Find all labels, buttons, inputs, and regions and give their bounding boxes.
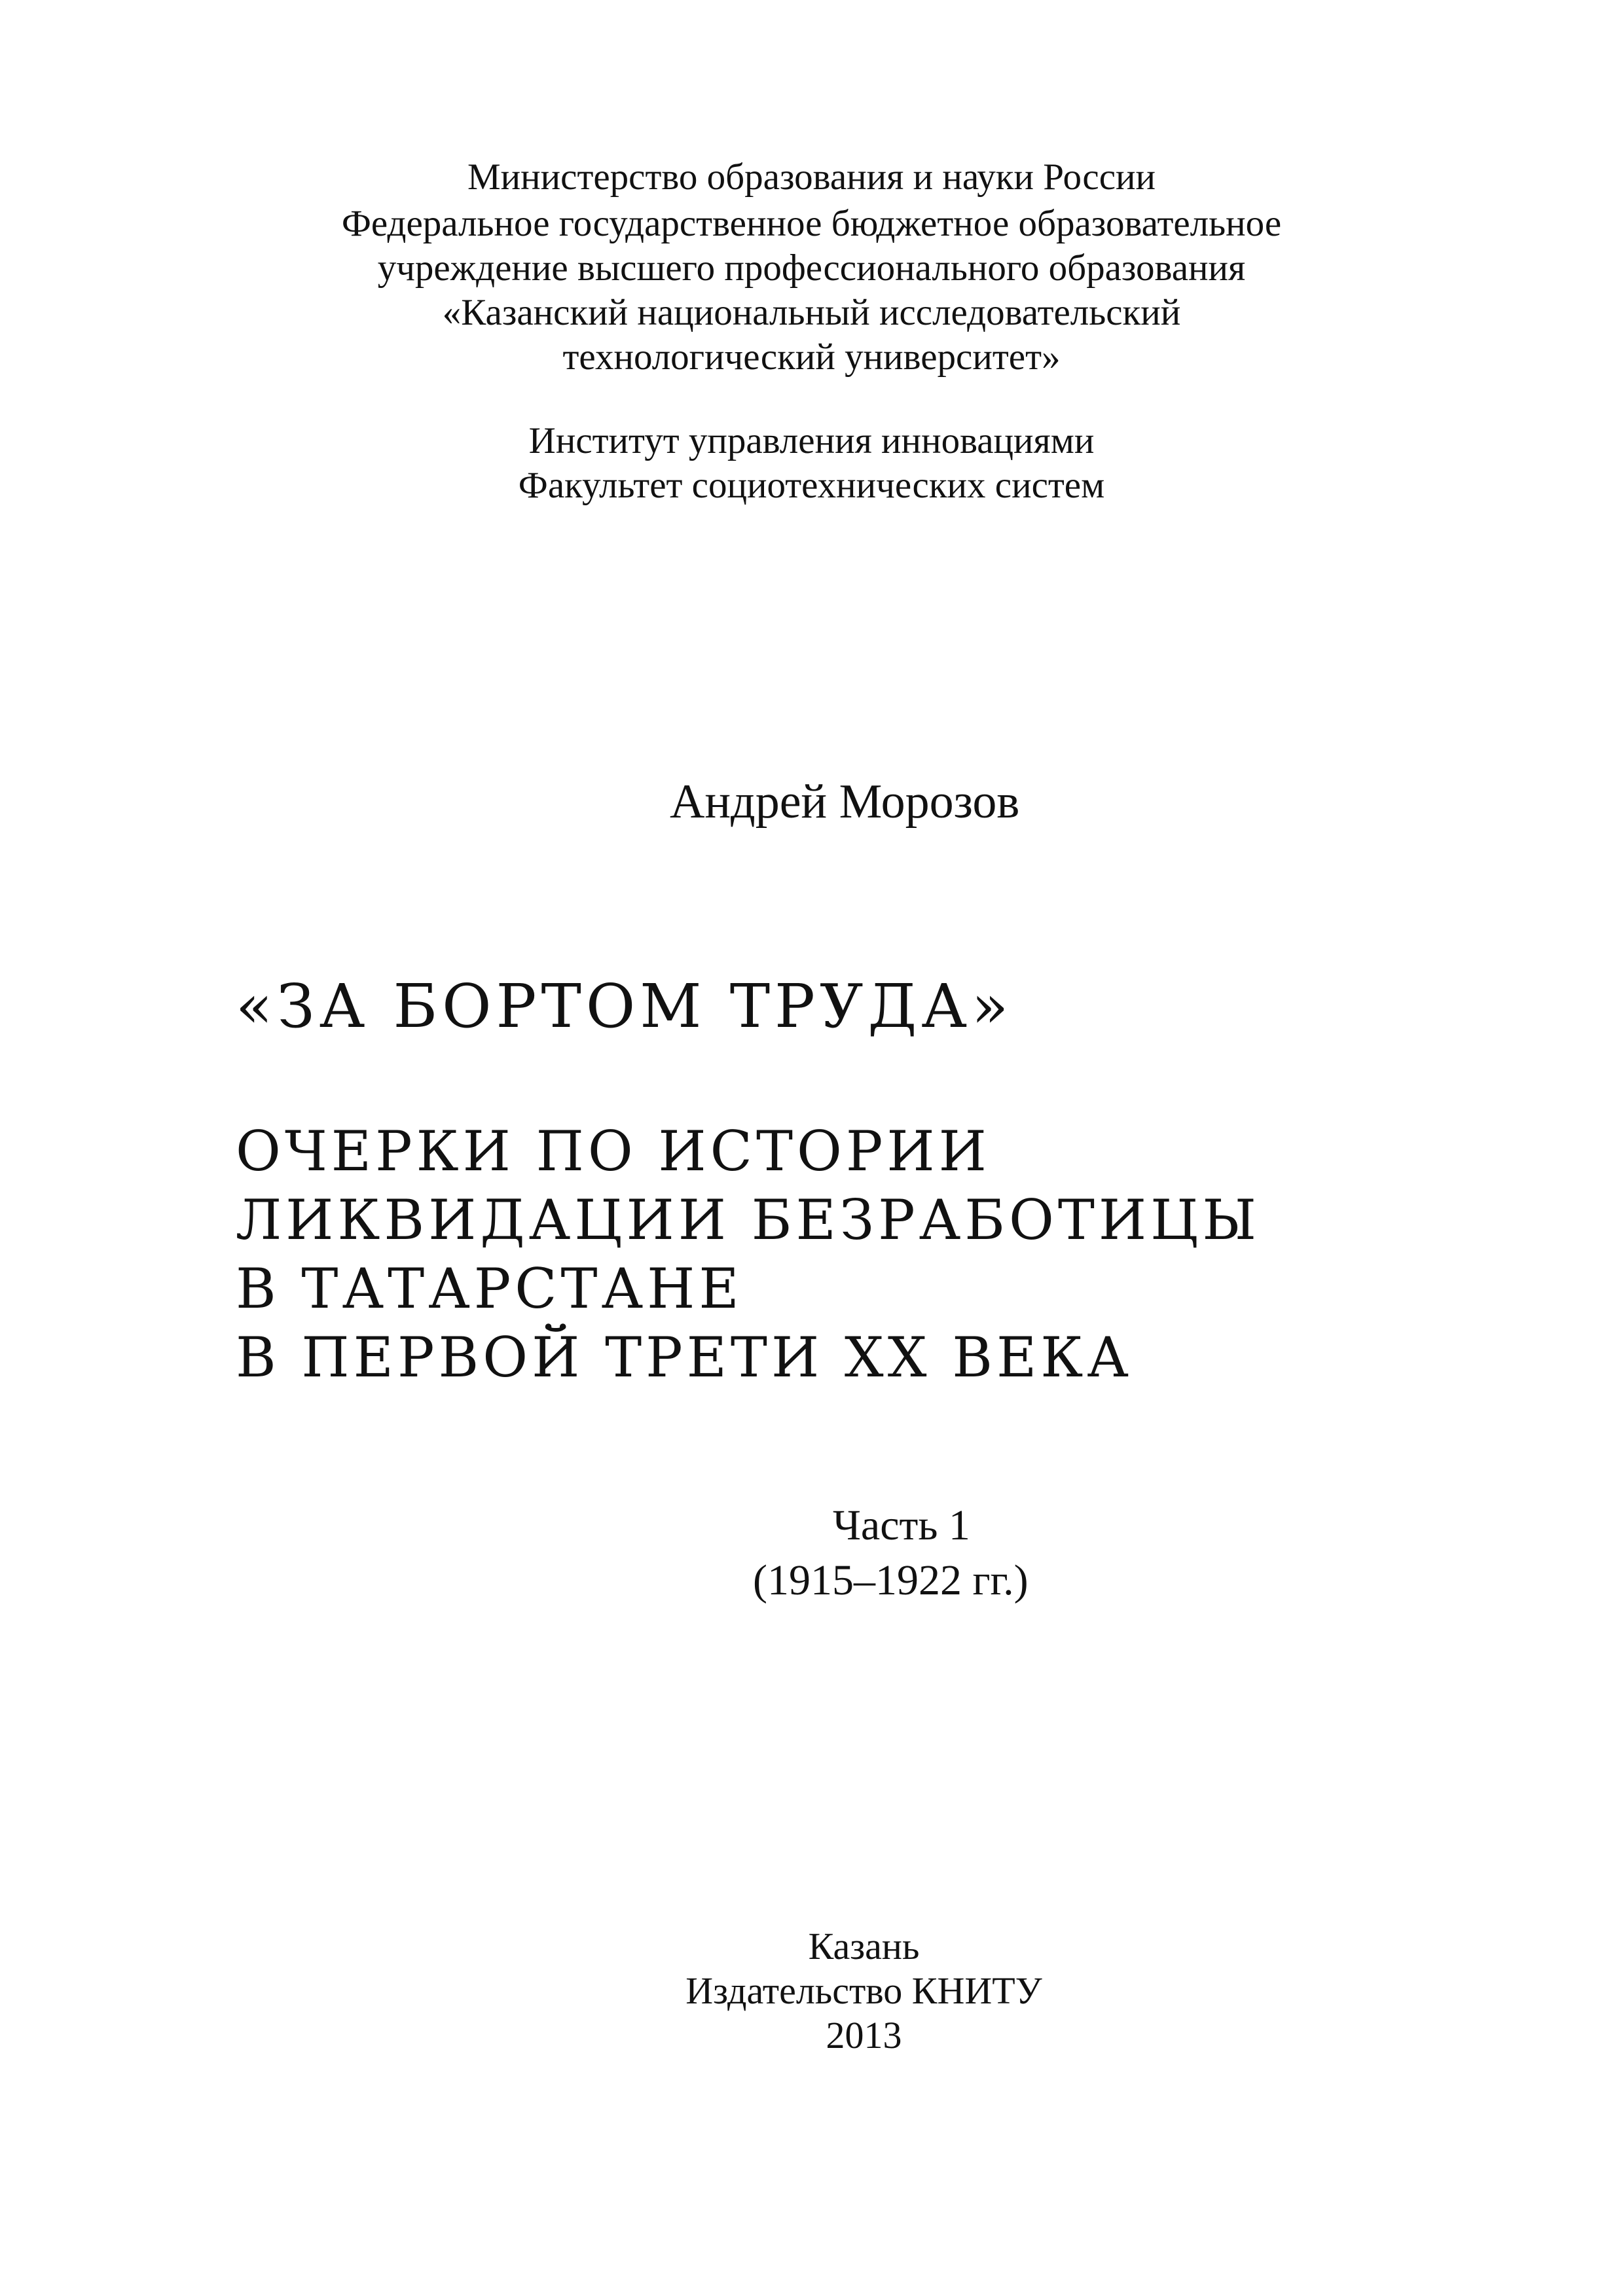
imprint-city: Казань — [808, 1925, 920, 1967]
university-name-line-1: «Казанский национальный исследовательский — [442, 292, 1181, 333]
part-label: Часть 1 — [833, 1501, 970, 1549]
ministry-line: Министерство образования и науки России — [467, 156, 1156, 198]
author-name: Андрей Морозов — [670, 775, 1020, 829]
part-years: (1915–1922 гг.) — [753, 1556, 1029, 1604]
imprint-publisher: Издательство КНИТУ — [685, 1969, 1042, 2012]
faculty-line: Факультет социотехнических систем — [518, 465, 1105, 506]
subtitle-line-4: В ПЕРВОЙ ТРЕТИ XX ВЕКА — [236, 1325, 1133, 1390]
institution-level-line: учреждение высшего профессионального образования — [377, 247, 1246, 289]
imprint-year: 2013 — [826, 2014, 902, 2056]
institution-type-line: Федеральное государственное бюджетное образовательное — [341, 203, 1282, 244]
subtitle-line-2: ЛИКВИДАЦИИ БЕЗРАБОТИЦЫ — [236, 1188, 1261, 1252]
university-name-line-2: технологический университет» — [562, 336, 1061, 378]
subtitle-line-1: ОЧЕРКИ ПО ИСТОРИИ — [236, 1119, 991, 1183]
institute-line: Институт управления инновациями — [528, 420, 1095, 461]
book-title: «ЗА БОРТОМ ТРУДА» — [236, 971, 1013, 1041]
subtitle-line-3: В ТАТАРСТАНЕ — [236, 1257, 743, 1321]
